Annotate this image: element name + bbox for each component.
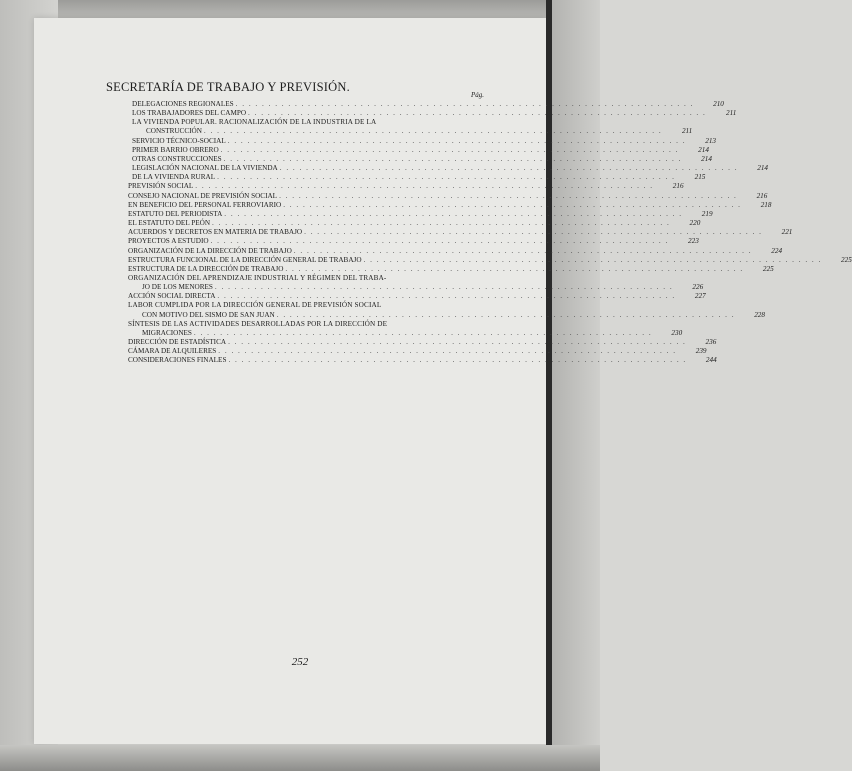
dot-leader (195, 182, 653, 191)
toc-entry (128, 145, 709, 155)
dot-leader (304, 228, 762, 237)
toc-entry-title: OTRAS CONSTRUCCIONES (132, 154, 222, 163)
toc-entry-page: 218 (760, 200, 772, 209)
toc-entry-title: DELEGACIONES REGIONALES (132, 100, 234, 108)
toc-entry (128, 264, 774, 274)
dot-leader (221, 146, 679, 155)
toc-entry-page: 221 (781, 228, 793, 237)
dot-leader (285, 265, 743, 274)
toc-entry-title: EL ESTATUTO DEL PEÓN (128, 219, 211, 228)
dot-leader (228, 356, 686, 365)
toc-entry (128, 182, 684, 191)
toc-entry-page: 244 (705, 356, 717, 365)
toc-entry (128, 154, 712, 164)
toc-entry-title-continued: JO DE LOS MENORES (142, 283, 213, 292)
toc-entry-title: DIRECCIÓN DE ESTADÍSTICA (128, 338, 227, 347)
toc-entry-title: ESTATUTO DEL PERIODISTA (128, 209, 223, 218)
toc-entry-page: 210 (713, 100, 724, 108)
dot-leader (224, 210, 682, 219)
toc-entry (128, 118, 693, 136)
toc-entry-title: PRIMER BARRIO OBRERO (132, 145, 219, 154)
toc-entry (128, 338, 717, 347)
toc-entry-page: 211 (681, 127, 693, 136)
toc-entry-page: 225 (762, 264, 774, 273)
toc-entry (128, 200, 772, 210)
toc-entry-title-continued: MIGRACIONES (142, 328, 192, 337)
toc-entry-title: CÁMARA DE ALQUILERES (128, 347, 217, 356)
dot-leader (215, 283, 673, 292)
toc-entry-page: 230 (671, 328, 683, 337)
dot-leader (248, 109, 706, 118)
toc-entry-title: LOS TRABAJADORES DEL CAMPO (132, 109, 247, 118)
toc-entry-title: PREVISIÓN SOCIAL (128, 182, 194, 191)
toc-entry (128, 109, 737, 118)
toc-entry-title: PROYECTOS A ESTUDIO (128, 237, 209, 246)
toc-entry (128, 273, 704, 292)
toc-entry-page: 213 (705, 136, 716, 145)
toc-entry-title: CONSIDERACIONES FINALES (128, 356, 227, 365)
toc-entry-page: 228 (754, 310, 765, 319)
toc-entry-page: 227 (694, 292, 706, 301)
toc-entry-title: LEGISLACIÓN NACIONAL DE LA VIVIENDA (132, 164, 278, 173)
toc-entry-title: SERVICIO TÉCNICO-SOCIAL (132, 136, 226, 145)
dot-leader (228, 137, 686, 146)
toc-entry-page: 214 (757, 164, 768, 173)
page-number: 252 (291, 656, 309, 668)
toc-entry-page: 214 (701, 154, 712, 163)
toc-entry-page: 220 (689, 219, 701, 228)
page-column-label: Pág. (470, 91, 484, 99)
toc-entry-page: 236 (705, 338, 717, 347)
scan-shadow-bottom (0, 745, 600, 771)
toc-entry-page: 216 (672, 182, 684, 191)
table-of-contents (128, 100, 852, 366)
toc-entry (128, 228, 793, 237)
dot-leader (218, 347, 676, 356)
toc-entry (128, 136, 716, 146)
dot-leader (236, 100, 694, 109)
toc-entry-title: ESTRUCTURA FUNCIONAL DE LA DIRECCIÓN GENERAL DE TRABAJO (128, 255, 362, 264)
toc-entry (128, 255, 852, 265)
toc-entry (128, 164, 768, 173)
toc-entry-title: SÍNTESIS DE LAS ACTIVIDADES DESARROLLADAS POR LA DIRECCIÓN DE (128, 319, 388, 328)
toc-entry (128, 356, 717, 365)
toc-entry-title: LA VIVIENDA POPULAR. RACIONALIZACIÓN DE LA INDUSTRIA DE LA (132, 118, 377, 127)
toc-entry-title-continued: CON MOTIVO DEL SISMO DE SAN JUAN (142, 310, 275, 319)
toc-entry (128, 191, 768, 201)
toc-entry-page: 214 (698, 145, 709, 154)
toc-entry-title: LABOR CUMPLIDA POR LA DIRECCIÓN GENERAL DE PREVISIÓN SOCIAL (128, 301, 382, 310)
dot-leader (280, 164, 738, 173)
dot-leader (228, 338, 686, 347)
dot-leader (194, 329, 652, 338)
toc-entry (128, 246, 783, 256)
toc-entry (128, 209, 713, 219)
toc-entry-page: 226 (692, 283, 704, 292)
toc-entry-title: EN BENEFICIO DEL PERSONAL FERROVIARIO (128, 200, 282, 209)
toc-entry-page: 211 (726, 109, 737, 118)
dot-leader (217, 173, 675, 182)
dot-leader (211, 237, 669, 246)
toc-entry-title: ORGANIZACIÓN DEL APRENDIZAJE INDUSTRIAL Y RÉGIMEN DEL TRABA- (128, 273, 387, 282)
toc-entry (128, 347, 707, 356)
toc-entry-page: 239 (695, 347, 707, 356)
toc-entry-page: 223 (688, 237, 699, 246)
toc-entry-page: 219 (701, 209, 713, 218)
toc-entry-title: ACUERDOS Y DECRETOS EN MATERIA DE TRABAJO (128, 228, 303, 237)
dot-leader (364, 256, 822, 265)
toc-entry-page: 225 (841, 255, 852, 264)
toc-entry (128, 319, 683, 338)
dot-leader (277, 311, 735, 320)
dot-leader (212, 219, 670, 228)
toc-entry (128, 237, 699, 246)
toc-entry-title: ORGANIZACIÓN DE LA DIRECCIÓN DE TRABAJO (128, 246, 292, 255)
toc-entry-title-continued: CONSTRUCCIÓN (146, 127, 202, 136)
section-heading: SECRETARÍA DE TRABAJO Y PREVISIÓN. (106, 80, 350, 94)
toc-entry-page: 215 (694, 173, 706, 182)
toc-entry-page: 224 (771, 246, 783, 255)
toc-entry-page: 216 (756, 191, 768, 200)
dot-leader (283, 201, 741, 210)
toc-entry (128, 301, 765, 319)
toc-entry (128, 100, 724, 109)
toc-entry-title: ESTRUCTURA DE LA DIRECCIÓN DE TRABAJO (128, 264, 284, 273)
toc-entry-title: CONSEJO NACIONAL DE PREVISIÓN SOCIAL (128, 191, 278, 200)
toc-entry (128, 219, 701, 228)
toc-entry-title: ACCIÓN SOCIAL DIRECTA (128, 292, 216, 301)
toc-entry-title: DE LA VIVIENDA RURAL (132, 173, 216, 182)
dot-leader (279, 192, 737, 201)
dot-leader (204, 127, 662, 136)
dot-leader (294, 247, 752, 256)
dot-leader (224, 155, 682, 164)
